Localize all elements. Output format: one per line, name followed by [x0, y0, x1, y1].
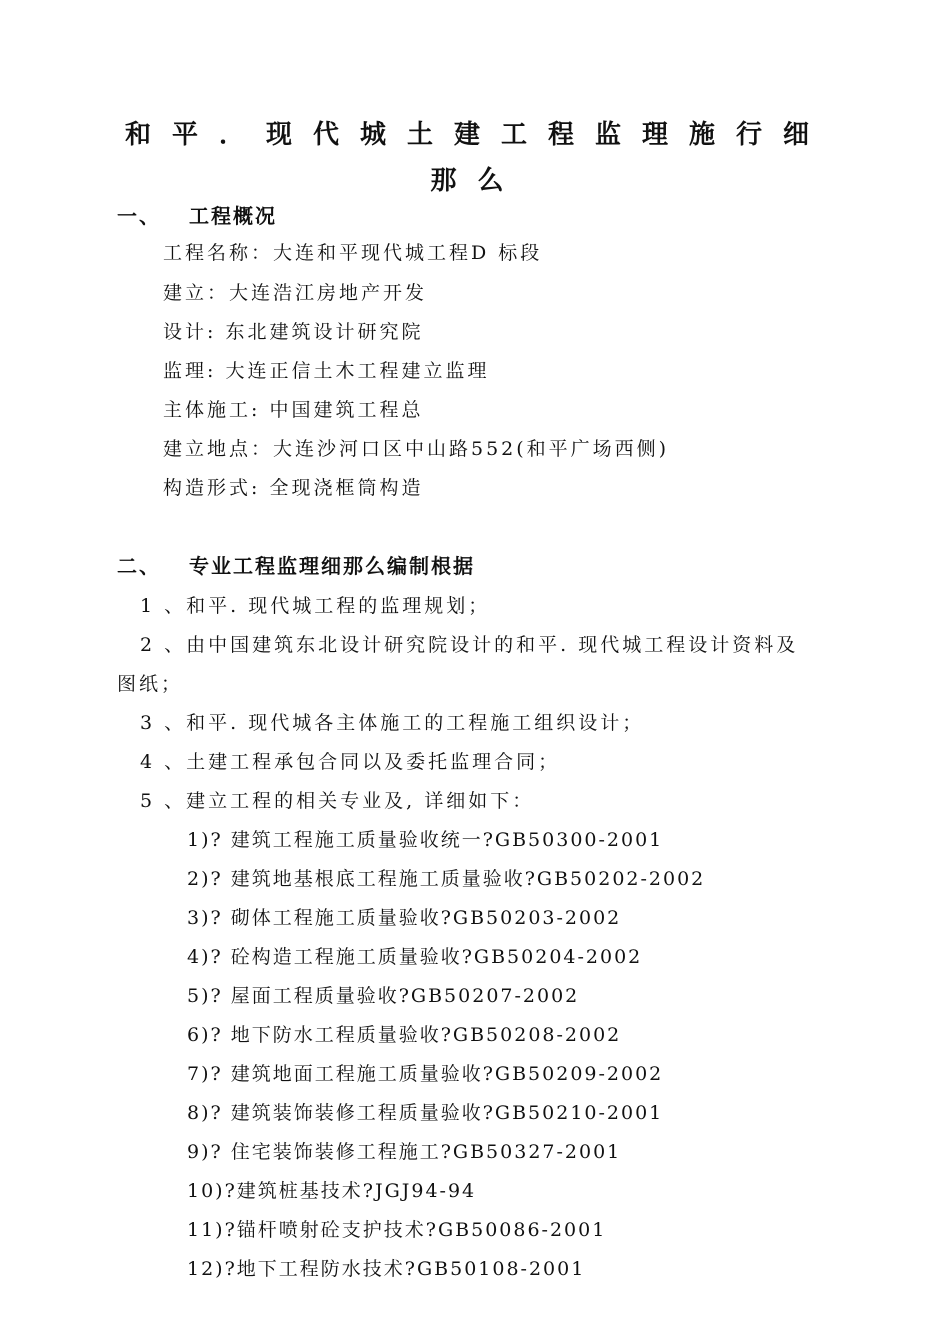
standard-item: 4)? 砼构造工程施工质量验收?GB50204-2002: [187, 946, 643, 968]
standard-item: 7)? 建筑地面工程施工质量验收?GB50209-2002: [187, 1063, 664, 1085]
basis-item: 1 、和平. 现代城工程的监理规划；: [140, 595, 491, 617]
info-project-name: 工程名称：大连和平现代城工程D 标段: [163, 242, 543, 264]
basis-item: 4 、土建工程承包合同以及委托监理合同；: [140, 751, 561, 773]
section-title: 工程概况: [189, 204, 277, 228]
section-title: 专业工程监理细那么编制根据: [189, 554, 475, 578]
standard-item: 5)? 屋面工程质量验收?GB50207-2002: [187, 985, 580, 1007]
standard-item: 11)?锚杆喷射砼支护技术?GB50086-2001: [187, 1219, 607, 1241]
section-heading-basis: [117, 550, 475, 579]
document-title: 和平．现代城土建工程监理施行细那么: [124, 120, 830, 196]
standard-item: 10)?建筑桩基技术?JGJ94-94: [187, 1180, 477, 1202]
info-designer: 设计: 东北建筑设计研究院: [163, 321, 424, 343]
section-number: 一、: [117, 204, 161, 228]
standard-item: 12)?地下工程防水技术?GB50108-2001: [187, 1258, 586, 1280]
standard-item: 6)? 地下防水工程质量验收?GB50208-2002: [187, 1024, 622, 1046]
standard-item: 9)? 住宅装饰装修工程施工?GB50327-2001: [187, 1141, 622, 1163]
standard-item: 8)? 建筑装饰装修工程质量验收?GB50210-2001: [187, 1102, 664, 1124]
standard-item: 3)? 砌体工程施工质量验收?GB50203-2002: [187, 907, 622, 929]
basis-item-continuation: 图纸；: [117, 673, 184, 695]
info-contractor: 主体施工: 中国建筑工程总: [163, 399, 424, 421]
standard-item: 1)? 建筑工程施工质量验收统一?GB50300-2001: [187, 829, 664, 851]
basis-item: 5 、建立工程的相关专业及, 详细如下：: [140, 790, 535, 812]
info-developer: 建立：大连浩江房地产开发: [163, 282, 428, 304]
basis-item: 2 、由中国建筑东北设计研究院设计的和平. 现代城工程设计资料及: [140, 634, 799, 656]
basis-item: 3 、和平. 现代城各主体施工的工程施工组织设计；: [140, 712, 645, 734]
info-structure: 构造形式: 全现浇框筒构造: [163, 477, 424, 499]
section-number: 二、: [117, 554, 161, 578]
section-heading-overview: [117, 200, 277, 229]
standard-item: 2)? 建筑地基根底工程施工质量验收?GB50202-2002: [187, 868, 706, 890]
info-supervisor: 监理: 大连正信土木工程建立监理: [163, 360, 490, 382]
info-location: 建立地点：大连沙河口区中山路552(和平广场西侧): [163, 438, 670, 460]
